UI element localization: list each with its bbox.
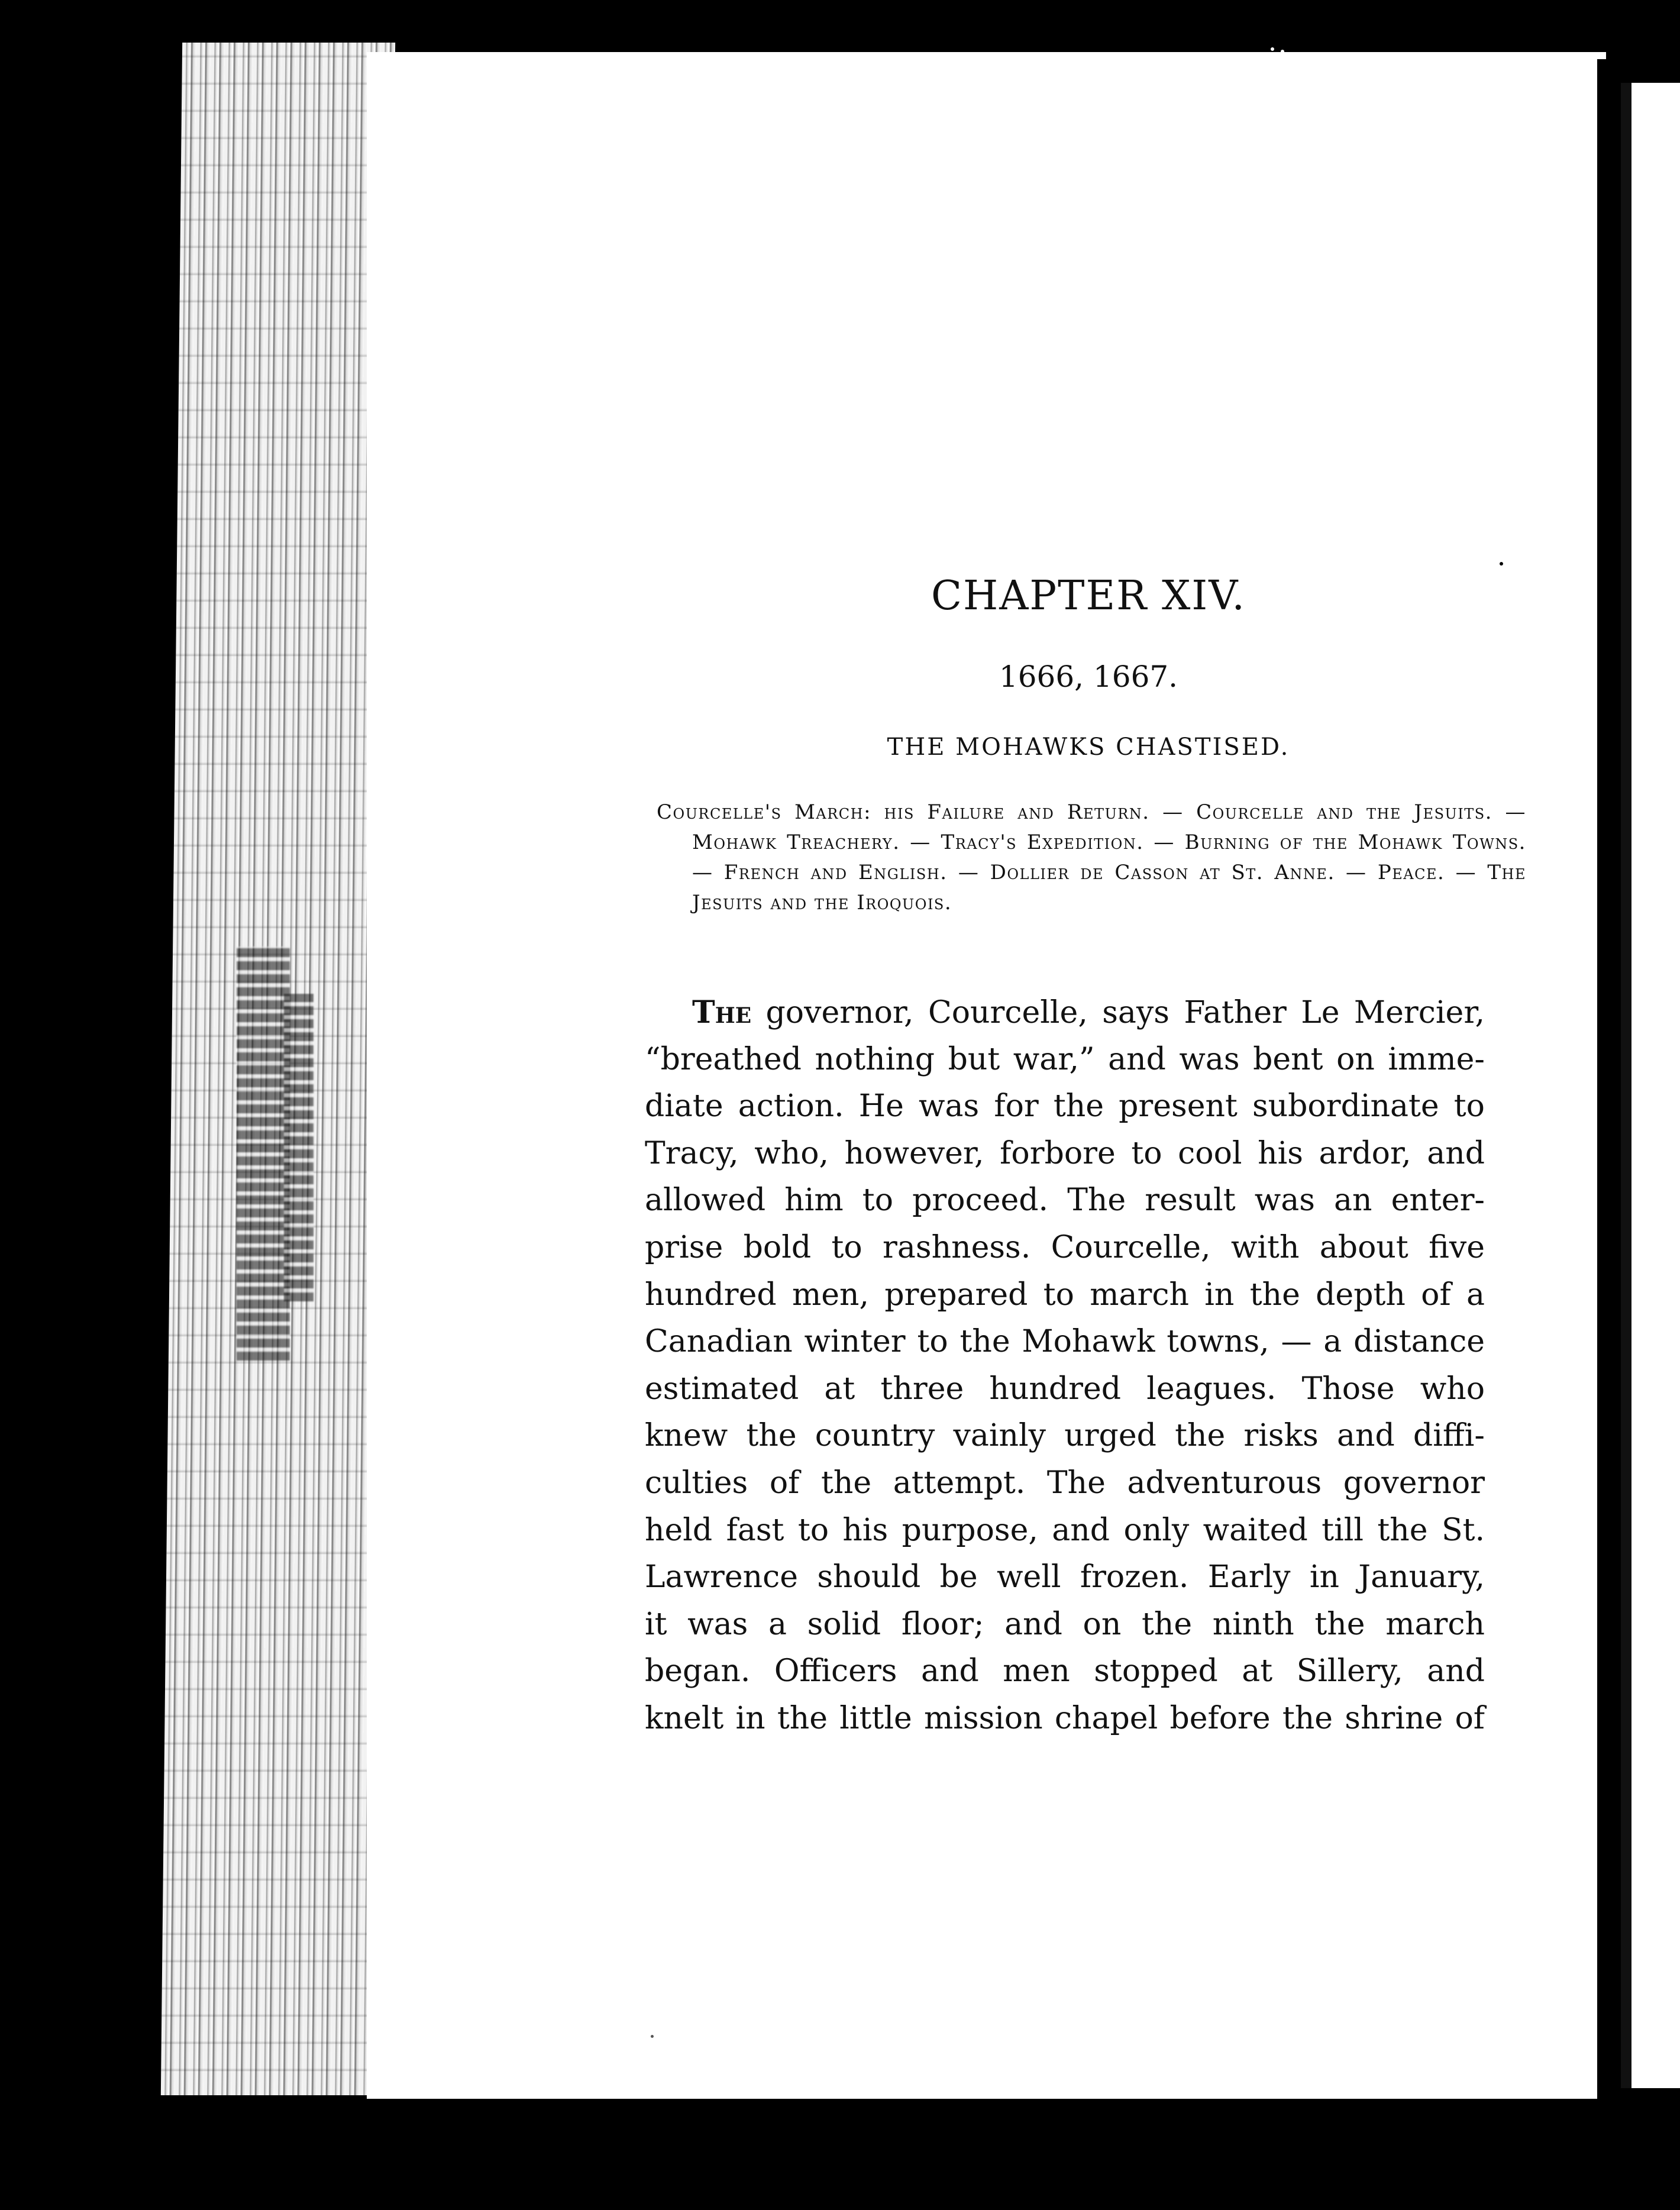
body-line: Tracy, who, however, forbore to cool his ardor, and [645, 1135, 1485, 1171]
body-line: held fast to his purpose, and only waited till the St. [645, 1512, 1485, 1548]
chapter-years: 1666, 1667. [999, 660, 1178, 694]
body-line: Lawrence should be well frozen. Early in January, [645, 1559, 1485, 1595]
body-line: knelt in the little mission chapel before the shrine of [645, 1700, 1485, 1736]
body-text [645, 989, 1485, 1743]
scan-speck [1271, 47, 1274, 51]
lead-word: The [692, 994, 752, 1030]
chapter-heading: CHAPTER XIV. [931, 573, 1246, 619]
body-line [645, 989, 1485, 1036]
body-line: it was a solid floor; and on the ninth the march [645, 1606, 1485, 1642]
body-line: “breathed nothing but war,” and was bent on imme- [645, 1041, 1485, 1077]
library-stamp-on-edge [237, 946, 290, 1361]
page-gutter [1597, 59, 1615, 2100]
chapter-summary: Courcelle's March: his Failure and Return. — Courcelle and the Jesuits. — Mohawk Treachery. — Tracy's Expedition. — Burning of the Mohawk Towns. — French and English. — Dollier de Casson at St. Anne. — Peace. — The Jesuits and the Iroquois. [657, 800, 1526, 915]
body-line: prise bold to rashness. Courcelle, with about five [645, 1229, 1485, 1265]
body-line: hundred men, prepared to march in the depth of a [645, 1277, 1485, 1313]
scan-speck [1500, 562, 1503, 566]
scan-speck [1281, 50, 1284, 53]
body-line: knew the country vainly urged the risks and diffi- [645, 1418, 1485, 1454]
body-line: Canadian winter to the Mohawk towns, — a distance [645, 1324, 1485, 1360]
scan-speck [651, 2035, 654, 2038]
body-line-text: governor, Courcelle, says Father Le Mercier, [751, 995, 1485, 1030]
body-line: culties of the attempt. The adventurous governor [645, 1465, 1485, 1501]
body-line: allowed him to proceed. The result was an enter- [645, 1182, 1485, 1219]
body-line: began. Officers and men stopped at Sillery, and [645, 1653, 1485, 1689]
library-stamp-on-edge-secondary [284, 994, 314, 1301]
chapter-title: THE MOHAWKS CHASTISED. [887, 734, 1290, 761]
body-line: diate action. He was for the present subordinate to [645, 1088, 1485, 1125]
adjacent-page-edge [1621, 83, 1680, 2088]
body-line: estimated at three hundred leagues. Those who [645, 1371, 1485, 1407]
